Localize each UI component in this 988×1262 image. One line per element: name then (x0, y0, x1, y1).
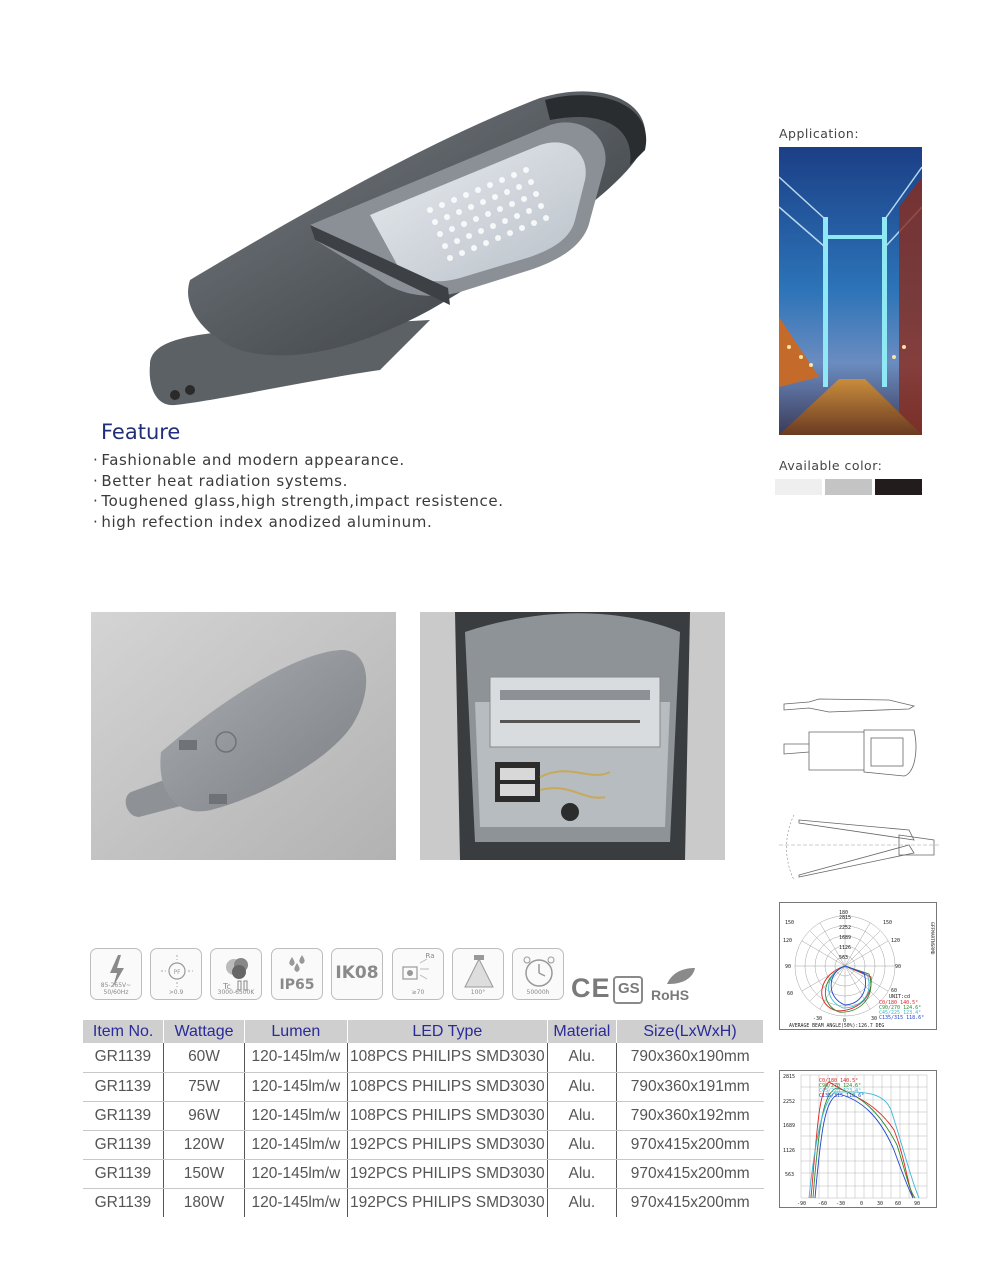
product-inside-view-photo (420, 612, 725, 860)
cell-item-no: GR1139 (83, 1130, 164, 1159)
cell-size: 790x360x190mm (617, 1043, 764, 1072)
header-item-no: Item No. (83, 1020, 164, 1043)
cell-lumen: 120-145lm/w (244, 1130, 347, 1159)
cell-led-type: 108PCS PHILIPS SMD3030 (347, 1072, 547, 1101)
power-factor-icon (150, 948, 202, 1000)
cartesian-x-tick: 90 (914, 1201, 921, 1207)
cell-wattage: 150W (164, 1159, 245, 1188)
polar-radius-label: 2252 (839, 925, 852, 931)
feature-item: · Toughened glass,high strength,impact resistence. (93, 491, 504, 512)
ik-rating-icon (331, 948, 383, 1000)
header-material: Material (547, 1020, 616, 1043)
polar-tick-label: 30 (871, 1016, 878, 1022)
cartesian-legend-item: C0/180 140.5° (819, 1078, 859, 1084)
gs-mark-frame (613, 976, 643, 1004)
polar-tick-label: 120 (783, 938, 793, 944)
cartesian-y-tick: 563 (785, 1172, 795, 1178)
svg-text:Tc: Tc (223, 982, 231, 991)
tilt-angle-drawing (779, 805, 939, 885)
polar-side-label: GFFMARTNSRMD (929, 922, 934, 955)
polar-light-distribution-chart (779, 902, 937, 1030)
beam-angle-caption: 100° (470, 989, 486, 996)
cell-lumen: 120-145lm/w (244, 1072, 347, 1101)
cell-material: Alu. (547, 1043, 616, 1072)
product-top-view-photo (91, 612, 396, 860)
cell-item-no: GR1139 (94, 1193, 152, 1211)
ip-rating-icon (271, 948, 323, 1000)
cell-item-no: GR1139 (83, 1101, 164, 1130)
cartesian-y-tick: 2815 (783, 1074, 796, 1080)
cell-size: 970x415x200mm (617, 1130, 764, 1159)
cartesian-legend-item: C45/225 123.4° (819, 1088, 862, 1094)
cartesian-legend-item: C90/270 124.6° (819, 1083, 862, 1089)
lifetime-caption: 50000h (526, 989, 550, 996)
polar-radius-label: 2815 (839, 915, 852, 921)
cell-led-type: 192PCS PHILIPS SMD3030 (347, 1130, 547, 1159)
street-light-hero-image (130, 80, 670, 420)
cartesian-x-tick: 30 (877, 1201, 884, 1207)
polar-legend-item: C135/315 118.6° (879, 1015, 925, 1021)
color-swatch-white (775, 479, 822, 495)
color-swatch-black (875, 479, 922, 495)
cell-material: Alu. (547, 1159, 616, 1188)
cell-item-no: GR1139 (83, 1159, 164, 1188)
cartesian-y-tick: 2252 (783, 1099, 796, 1105)
color-temperature-caption: 3000-6500K (217, 989, 255, 996)
cell-material: Alu. (547, 1101, 616, 1130)
cri-sub: Ra (425, 952, 435, 960)
side-and-top-dimension-drawing (779, 692, 919, 792)
polar-tick-label: 0 (843, 1018, 847, 1024)
cell-material: Alu. (547, 1072, 616, 1101)
cell-wattage: 60W (164, 1043, 245, 1072)
lifetime-icon (512, 948, 564, 1000)
cell-item-no: GR1139 (83, 1072, 164, 1101)
rohs-leaf-icon (663, 966, 697, 986)
cell-led-type: 108PCS PHILIPS SMD3030 (347, 1101, 547, 1130)
cell-led-type: 192PCS PHILIPS SMD3030 (347, 1159, 547, 1188)
application-label: Application: (779, 126, 860, 141)
table-row (83, 1130, 764, 1159)
ce-mark: CE (571, 973, 611, 1003)
feature-item: · high refection index anodized aluminum. (93, 512, 504, 533)
polar-unit-label: UNIT:cd (889, 994, 911, 1000)
feature-list (93, 450, 504, 532)
polar-legend-item: C90/270 124.6° (879, 1005, 922, 1011)
cell-material: Alu. (547, 1188, 616, 1217)
voltage-icon (90, 948, 142, 1000)
table-row (83, 1072, 764, 1101)
header-wattage: Wattage (164, 1020, 245, 1043)
feature-item: · Fashionable and modern appearance. (93, 450, 504, 471)
cell-wattage: 180W (164, 1188, 245, 1217)
power-factor-caption: >0.9 (168, 989, 184, 996)
available-color-label: Available color: (779, 458, 883, 473)
gs-mark: GS (618, 980, 640, 997)
polar-radius-label: 1126 (839, 945, 852, 951)
cell-size: 970x415x200mm (617, 1159, 764, 1188)
polar-tick-label: 90 (895, 964, 902, 970)
cell-lumen: 120-145lm/w (244, 1188, 347, 1217)
table-row (83, 1043, 764, 1072)
polar-legend-item: C45/225 123.4° (879, 1010, 922, 1016)
polar-tick-label: 60 (787, 991, 794, 997)
cell-led-type: 192PCS PHILIPS SMD3030 (347, 1188, 547, 1217)
cell-lumen: 120-145lm/w (244, 1101, 347, 1130)
table-row (83, 1159, 764, 1188)
voltage-caption: 85-265V~ 50/60Hz (100, 982, 132, 996)
rohs-mark: RoHS (651, 987, 690, 1003)
polar-tick-label: 60 (891, 988, 898, 994)
cri-caption: ≥70 (411, 989, 425, 996)
table-row (83, 1101, 764, 1130)
cartesian-legend-item: C135/315 118.6° (819, 1093, 865, 1099)
cartesian-x-tick: -30 (836, 1201, 846, 1207)
cri-icon (392, 948, 444, 1000)
svg-text:PF: PF (173, 969, 181, 976)
ik-rating-label: IK08 (335, 963, 379, 983)
polar-tick-label: 90 (785, 964, 792, 970)
header-lumen: Lumen (244, 1020, 347, 1043)
polar-legend-item: C0/180 140.5° (879, 1000, 919, 1006)
cell-wattage: 75W (164, 1072, 245, 1101)
feature-item: · Better heat radiation systems. (93, 471, 504, 492)
polar-tick-label: -30 (813, 1016, 823, 1022)
polar-footer: AVERAGE BEAM ANGLE(50%):126.7 DEG (789, 1024, 885, 1029)
polar-tick-label: 150 (785, 920, 795, 926)
cell-wattage: 96W (164, 1101, 245, 1130)
cell-item-no: GR1139 (83, 1043, 164, 1072)
cartesian-x-tick: 0 (860, 1201, 864, 1207)
application-bridge-photo (779, 147, 922, 435)
polar-radius-label: 563 (839, 955, 849, 961)
color-swatch-grey (825, 479, 872, 495)
cartesian-y-tick: 1126 (783, 1148, 796, 1154)
color-temperature-icon (210, 948, 262, 1000)
header-size: Size(LxWxH) (617, 1020, 764, 1043)
polar-tick-label: 120 (891, 938, 901, 944)
beam-angle-icon (452, 948, 504, 1000)
cartesian-light-distribution-chart (779, 1070, 937, 1208)
polar-tick-label: 150 (883, 920, 893, 926)
cartesian-x-tick: -60 (818, 1201, 828, 1207)
table-row (83, 1188, 764, 1217)
ip-rating-label: IP65 (279, 977, 315, 993)
feature-title: Feature (101, 420, 181, 444)
table-header-row (83, 1020, 764, 1043)
cell-material: Alu. (547, 1130, 616, 1159)
cell-lumen: 120-145lm/w (244, 1159, 347, 1188)
spec-table (82, 1020, 764, 1217)
cartesian-x-tick: 60 (895, 1201, 902, 1207)
polar-radius-label: 1689 (839, 935, 852, 941)
cell-size: 790x360x192mm (617, 1101, 764, 1130)
cell-led-type: 108PCS PHILIPS SMD3030 (347, 1043, 547, 1072)
cell-lumen: 120-145lm/w (244, 1043, 347, 1072)
cell-size: 790x360x191mm (617, 1072, 764, 1101)
cell-size: 970x415x200mm (617, 1188, 764, 1217)
header-led-type: LED Type (347, 1020, 547, 1043)
polar-tick-label: 180 (839, 910, 849, 916)
cartesian-x-tick: -90 (797, 1201, 807, 1207)
cartesian-y-tick: 1689 (783, 1123, 796, 1129)
cell-wattage: 120W (164, 1130, 245, 1159)
